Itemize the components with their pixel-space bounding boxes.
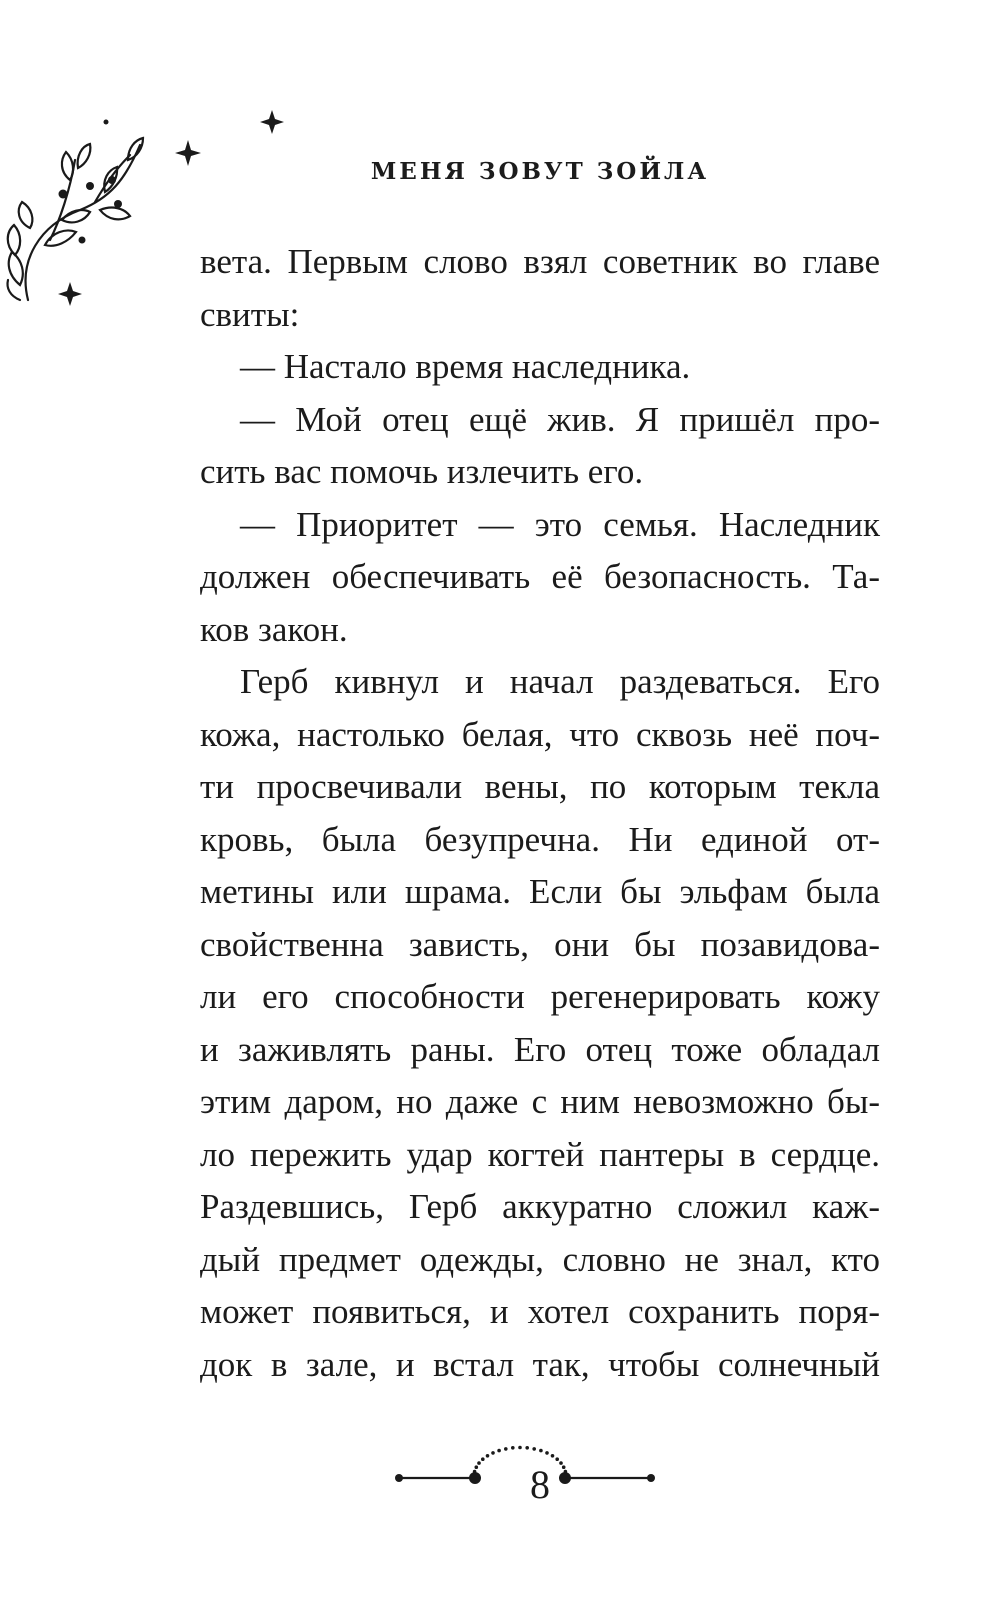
- text-line: может появиться, и хотел сохранить поря-: [200, 1292, 880, 1331]
- text-line: метины или шрама. Если бы эльфам была: [200, 872, 880, 911]
- text-line: Герб кивнул и начал раздеваться. Его: [240, 662, 880, 701]
- text-line: этим даром, но даже с ним невозможно бы-: [200, 1082, 880, 1121]
- text-line: ло пережить удар когтей пантеры в сердце.: [200, 1134, 880, 1174]
- text-line: док в зале, и встал так, чтобы солнечный: [200, 1344, 880, 1384]
- text-line: — Настало время наследника.: [240, 347, 691, 386]
- text-line: свиты:: [200, 294, 300, 334]
- text-line: и заживлять раны. Его отец тоже обладал: [200, 1029, 880, 1069]
- text-line: Раздевшись, Герб аккуратно сложил каж-: [200, 1187, 880, 1226]
- page-number: 8: [530, 1462, 550, 1507]
- text-line: сить вас помочь излечить его.: [200, 452, 644, 491]
- text-line: свойственна зависть, они бы позавидова-: [200, 924, 880, 964]
- text-line: — Мой отец ещё жив. Я пришёл про-: [240, 399, 880, 439]
- text-line: вета. Первым слово взял советник во главе: [200, 242, 880, 281]
- text-line: ти просвечивали вены, по которым текла: [200, 767, 880, 806]
- text-line: должен обеспечивать её безопасность. Та-: [200, 557, 880, 596]
- text-line: ков закон.: [200, 609, 348, 649]
- text-line: ли его способности регенерировать кожу: [200, 977, 880, 1016]
- text-line: дый предмет одежды, словно не знал, кто: [200, 1239, 880, 1279]
- running-head: МЕНЯ ЗОВУТ ЗОЙЛА: [370, 158, 710, 185]
- body-text: [200, 236, 880, 1391]
- text-line: кровь, была безупречна. Ни единой от-: [200, 819, 880, 859]
- text-line: — Приоритет — это семья. Наследник: [240, 504, 880, 544]
- text-line: кожа, настолько белая, что сквозь неё поч-: [200, 714, 880, 754]
